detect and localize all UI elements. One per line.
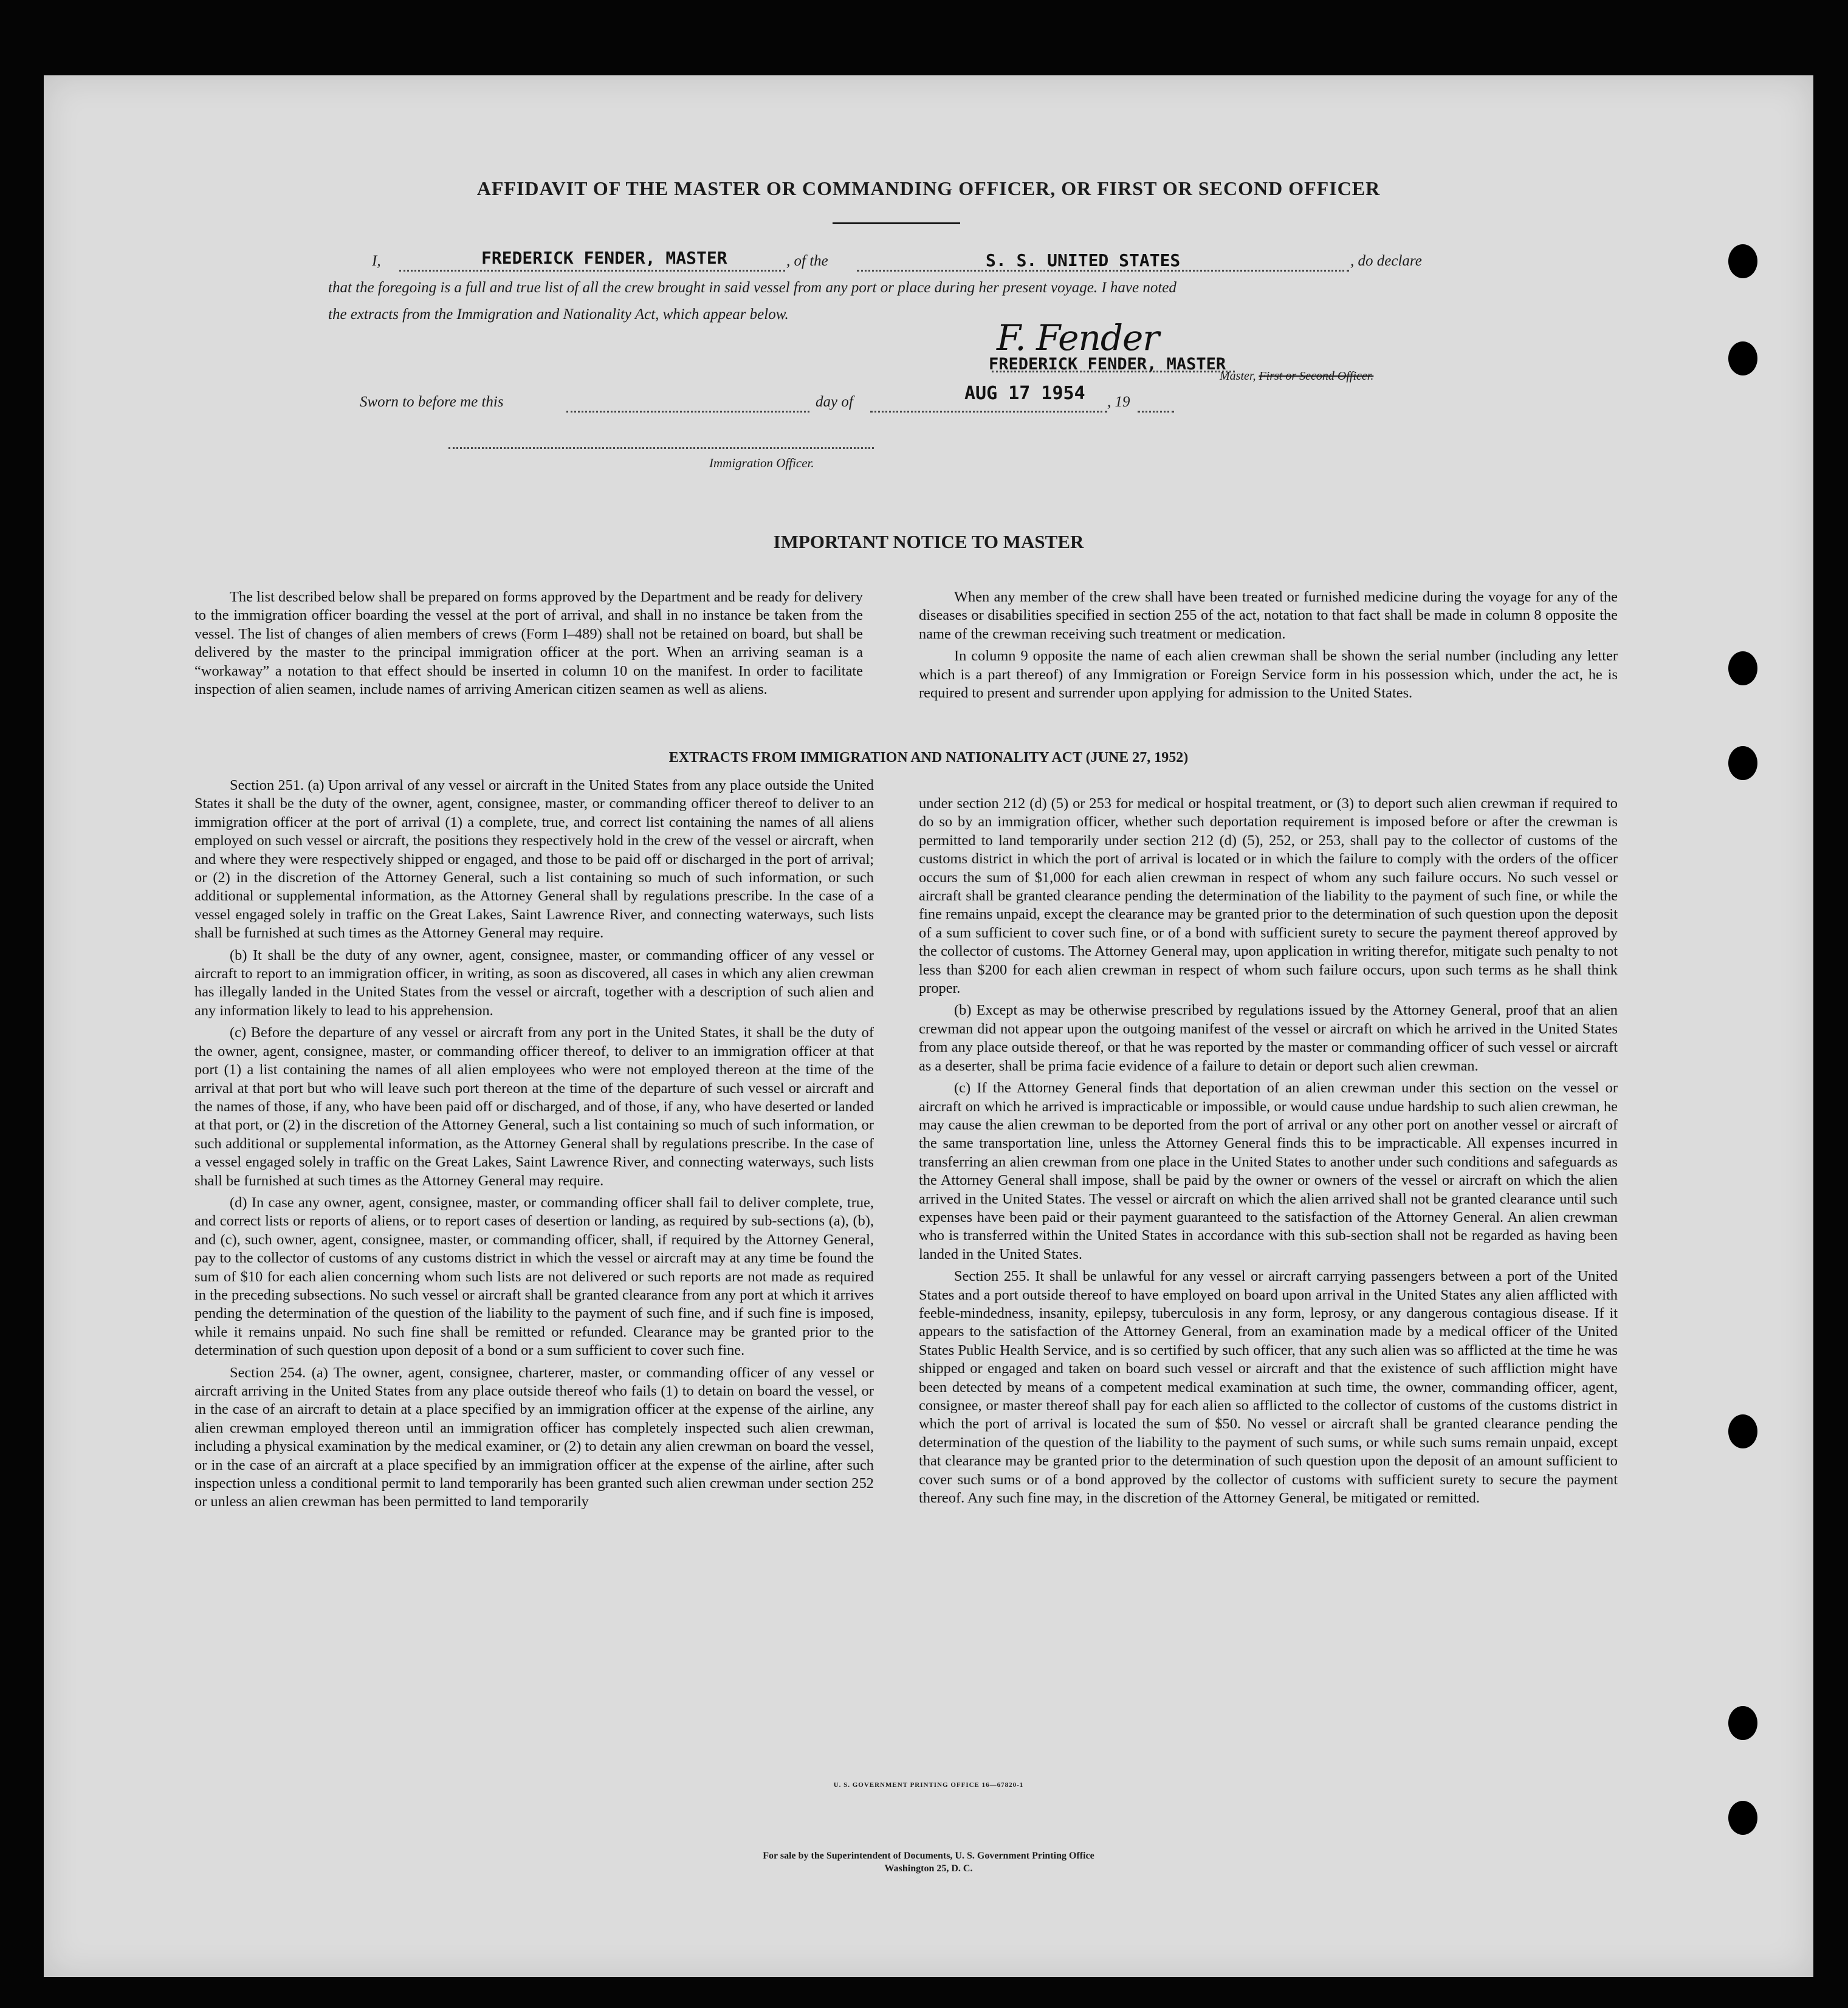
punch-hole <box>1728 244 1757 278</box>
sworn-prefix: Sworn to before me this <box>360 394 504 410</box>
punch-hole <box>1728 1706 1757 1740</box>
extracts-right-column <box>919 795 1618 1507</box>
statute-paragraph: under section 212 (d) (5) or 253 for medical or hospital treatment, or (3) to deport such alien crewman if required to do so by an immigration officer, whether such deportation requirement is imposed before or after the crewman is permitted to land temporarily under section 212 (d) (5), 252, or 253, shall pay to the collector of customs of the customs district in which the port of arrival is located or in which the failure to comply with the orders of the officer occurs the sum of $1,000 for each alien crewman in respect of whom any such failure occurs. No such vessel or aircraft shall be granted clearance pending the determination of the liability to the payment of such fine, or while the fine remains unpaid, except the clearance may be granted prior to the determination of such question upon the deposit of a sum sufficient to cover such fine, or of a bond with sufficient surety to secure the payment thereof approved by the collector of customs. The Attorney General may, upon application in writing therefor, mitigate such penalty to not less than $200 for each alien crewman in respect of whom such failure occurs, upon such terms as he shall think proper. <box>919 795 1618 997</box>
extracts-left-column <box>194 776 874 1512</box>
extracts-title: EXTRACTS FROM IMMIGRATION AND NATIONALITY ACT (JUNE 27, 1952) <box>668 750 1189 766</box>
punch-hole <box>1728 746 1757 780</box>
notice-paragraph: The list described below shall be prepared on forms approved by the Department and be ready for delivery to the immigration officer boarding the vessel at the port of arrival, and shall in no instance be taken from the vessel. The list of changes of alien members of crews (Form I–489) shall not be retained on board, but shall be delivered by the master to the principal immigration officer at the port. When an arriving seaman is a “workaway” a notation to that effect should be inserted in column 10 on the manifest. In order to facilitate inspection of alien seamen, include names of arriving American citizen seamen as well as aliens. <box>194 589 863 698</box>
statute-paragraph: Section 254. (a) The owner, agent, consignee, charterer, master, or commanding officer of any vessel or aircraft arriving in the United States from any place outside thereof who fails (1) to detain on board the vessel, or in the case of an aircraft to detain at a place specified by an immigration officer at the expense of the airline, any alien crewman employed thereon until an immigration officer has completely inspected such alien crewman, including a physical examination by the medical examiner, or (2) to detain any alien crewman on board the vessel, or in the case of an aircraft at a place specified by an immigration officer at the expense of the airline, after such inspection unless a conditional permit to land temporarily has been granted such alien crewman under section 252 or unless an alien crewman has been permitted to land temporarily <box>194 1364 874 1510</box>
signer-title-kept: Master, <box>1220 369 1256 383</box>
title-rule <box>833 222 960 224</box>
declaration-line-3: the extracts from the Immigration and Nationality Act, which appear below. <box>328 306 789 323</box>
statute-paragraph: (b) It shall be the duty of any owner, agent, consignee, master, or commanding officer of any vessel or aircraft to report to an immigration officer, in writing, as soon as discovered, all cases in which any alien crewman has illegally landed in the United States from the vessel or aircraft, together with a description of such alien and any information likely to lead to his apprehension. <box>194 947 874 1019</box>
punch-hole <box>1728 1801 1757 1835</box>
signer-title <box>1220 369 1373 383</box>
notice-paragraph: In column 9 opposite the name of each alien crewman shall be shown the serial number (including any letter which is a part thereof) of any Immigration or Foreign Service form in his possession which, under the act, he is required to present and surrender upon applying for admission to the United States. <box>919 648 1618 702</box>
punch-hole <box>1728 1414 1757 1448</box>
footer <box>44 1849 1813 1875</box>
day-of-label: day of <box>816 394 853 410</box>
notice-right-column <box>919 588 1618 702</box>
handwritten-signature: F. Fender <box>997 317 1159 358</box>
signer-title-struck: First or Second Officer. <box>1259 369 1374 383</box>
year-prefix: , 19 <box>1107 394 1130 410</box>
affidavit-title: AFFIDAVIT OF THE MASTER OR COMMANDING OFFICER, OR FIRST OR SECOND OFFICER <box>476 177 1381 199</box>
notice-paragraph: When any member of the crew shall have been treated or furnished medicine during the voyage for any of the diseases or disabilities specified in section 255 of the act, notation to that fact shall be made in column 8 opposite the name of the crewman receiving such treatment or medication. <box>919 589 1618 642</box>
sworn-day-line <box>566 411 809 413</box>
punch-hole <box>1728 341 1757 375</box>
vessel-name: S. S. UNITED STATES <box>986 250 1181 270</box>
notice-title: IMPORTANT NOTICE TO MASTER <box>773 531 1084 552</box>
immigration-officer-label: Immigration Officer. <box>709 456 814 470</box>
printer-line: U. S. GOVERNMENT PRINTING OFFICE 16—67820-1 <box>833 1781 1024 1789</box>
statute-paragraph: Section 255. It shall be unlawful for any vessel or aircraft carrying passengers between a port of the United States and a port outside thereof to have employed on board upon arrival in the United States any alien afflicted with feeble-mindedness, insanity, epilepsy, tuberculosis in any form, leprosy, or any dangerous contagious disease. If it appears to the satisfaction of the Attorney General, from an examination made by a medical officer of the United States Public Health Service, and is so certified by such officer, that any such alien was so afflicted at the time he was shipped or engaged and taken on board such vessel or aircraft and that the existence of such affliction might have been detected by means of a competent medical examination at such time, the owner, commanding officer, agent, consignee, or master thereof shall pay for each alien so afflicted to the collector of customs of the customs district in which the port of arrival is located the sum of $50. No vessel or aircraft shall be granted clearance pending the determination of the question of the liability to the payment of such sums, or while such sums remain unpaid, except that clearance may be granted prior to the determination of such question upon the deposit of an amount sufficient to cover such sums or of a bond approved by the collector of customs with sufficient surety to secure the payment thereof. Any such fine may, in the discretion of the Attorney General, be mitigated or remitted. <box>919 1268 1618 1507</box>
declarant-name: FREDERICK FENDER, MASTER <box>481 248 727 268</box>
punch-hole <box>1728 651 1757 685</box>
declaration-suffix: , do declare <box>1350 253 1422 269</box>
signature-stamp: FREDERICK FENDER, MASTER <box>989 355 1226 374</box>
statute-paragraph: (b) Except as may be otherwise prescribed by regulations issued by the Attorney General, proof that an alien crewman did not appear upon the outgoing manifest of the vessel or aircraft on which he arrived in the United States from any place outside thereof, or that he was reported by the master or commanding officer of such vessel or aircraft as a deserter, shall be prima facie evidence of a failure to detain or deport such alien crewman. <box>919 1002 1618 1074</box>
document-page <box>44 75 1813 1977</box>
declaration-middle: , of the <box>786 253 828 269</box>
footer-line-1: For sale by the Superintendent of Documents, U. S. Government Printing Office <box>763 1851 1094 1861</box>
statute-paragraph: Section 251. (a) Upon arrival of any vessel or aircraft in the United States from any place outside the United States it shall be the duty of the owner, agent, consignee, master, or commanding officer thereof to deliver to an immigration officer at the port of arrival (1) a complete, true, and correct list containing the names of all aliens employed on such vessel or aircraft, the positions they respectively hold in the crew of the vessel or aircraft, when and where they were respectively shipped or engaged, and those to be paid off or discharged in the port of arrival; or (2) in the discretion of the Attorney General, such a list containing so much of such information, or such additional or supplemental information, as the Attorney General shall by regulations prescribe. In the case of a vessel engaged solely in traffic on the Great Lakes, Saint Lawrence River, and connecting waterways, such lists shall be furnished at such times as the Attorney General may require. <box>194 777 874 942</box>
statute-paragraph: (d) In case any owner, agent, consignee, master, or commanding officer shall fail to deliver complete, true, and correct lists or reports of aliens, or to report cases of desertion or landing, as required by sub-sections (a), (b), and (c), such owner, agent, consignee, master, or commanding officer, shall, if required by the Attorney General, pay to the collector of customs of any customs district in which the vessel or aircraft may at any time be found the sum of $10 for each alien concerning whom such lists are not delivered or such reports are not made as required in the preceding subsections. No such vessel or aircraft shall be granted clearance from any port at which it arrives pending the determination of the question of the liability to the payment of such fine, and if such fine is imposed, while it remains unpaid. No such fine shall be remitted or refunded. Clearance may be granted prior to the determination of such question upon deposit of a bond or a sum sufficient to cover such fine. <box>194 1194 874 1359</box>
year-line <box>1138 411 1174 413</box>
declaration-line-2: that the foregoing is a full and true list of all the crew brought in said vessel from any port or place during her present voyage. I have noted <box>328 279 1176 296</box>
notice-left-column <box>194 588 863 699</box>
officer-signature-line <box>448 447 874 449</box>
declarant-line <box>399 270 785 272</box>
date-stamp: AUG 17 1954 <box>964 383 1085 404</box>
footer-line-2: Washington 25, D. C. <box>884 1863 973 1874</box>
statute-paragraph: (c) If the Attorney General finds that deportation of an alien crewman under this section on the vessel or aircraft on which he arrived is impracticable or impossible, or would cause undue hardship to such alien crewman, he may cause the alien crewman to be deported from the port of arrival or any other port on another vessel or aircraft of the same transportation line, unless the Attorney General finds this to be impracticable. All expenses incurred in transferring an alien crewman from one place in the United States to another under such conditions and safeguards as the Attorney General shall impose, shall be paid by the owner or owners of the vessel or aircraft on which the alien arrived in the United States. The vessel or aircraft on which the alien arrived shall not be granted clearance until such expenses have been paid or their payment guaranteed to the satisfaction of the Attorney General. An alien crewman who is transferred within the United States in accordance with this sub-section shall not be regarded as having been landed in the United States. <box>919 1080 1618 1263</box>
sworn-month-line <box>870 411 1107 413</box>
statute-paragraph: (c) Before the departure of any vessel or aircraft from any port in the United States, it shall be the duty of the owner, agent, consignee, master, or commanding officer thereof, to deliver to an immigration officer at that port (1) a list containing the names of all alien employees who were not employed thereon at the time of the arrival at that port but who will leave such port thereon at the time of the departure of such vessel or aircraft and the names of those, if any, who have been paid off or discharged, and of those, if any, who have deserted or landed at that port, or (2) in the discretion of the Attorney General, such a list containing so much of such information, or such additional or supplemental information, as the Attorney General shall by regulations prescribe. In the case of a vessel engaged solely in traffic on the Great Lakes, Saint Lawrence River, and connecting waterways, such lists shall be furnished at such times as the Attorney General may require. <box>194 1024 874 1189</box>
declaration-prefix: I, <box>372 253 381 269</box>
